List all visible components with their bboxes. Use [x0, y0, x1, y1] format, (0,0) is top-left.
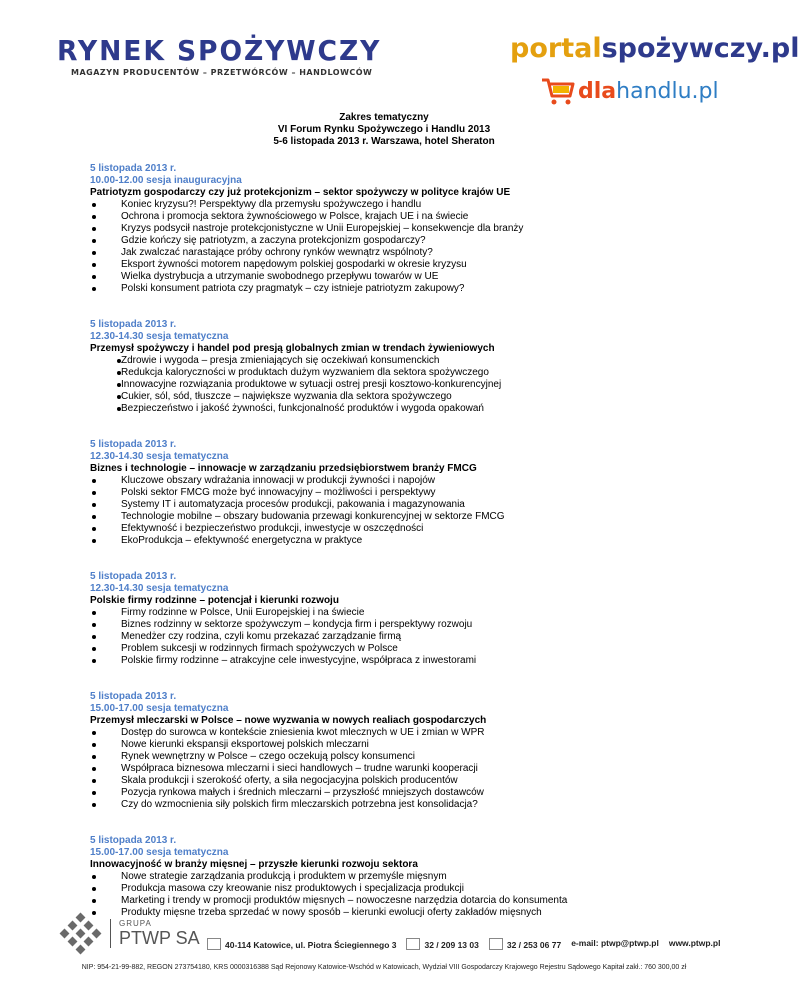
- list-item: [90, 235, 730, 247]
- topic-list: [90, 607, 730, 667]
- bullet-icon: [92, 731, 96, 735]
- list-item: [90, 523, 730, 535]
- section-topic: Przemysł spożywczy i handel pod presją globalnych zmian w trendach żywieniowych: [90, 343, 495, 354]
- bullet-icon: [92, 611, 96, 615]
- list-item: [90, 763, 730, 775]
- bullet-icon: [92, 623, 96, 627]
- section-date: 5 listopada 2013 r.: [90, 319, 177, 330]
- bullet-icon: [92, 479, 96, 483]
- list-item: [90, 727, 730, 739]
- list-item-text: Innowacyjne rozwiązania produktowe w sytuacji ostrej presji kosztowo-konkurencyjnej: [121, 379, 502, 390]
- shopping-cart-icon: [540, 76, 576, 106]
- website[interactable]: www.ptwp.pl: [668, 938, 721, 948]
- topic-list: [90, 475, 730, 547]
- legal-info: NIP: 954-21-99-882, REGON 273754180, KRS 0000316388 Sąd Rejonowy Katowice-Wschód w Katowicach, Wydział VIII Gospodarczy Krajowego Rejestru Sądowego Kapitał zakł.: 760 300,00 zł: [81, 964, 687, 971]
- list-item-text: Marketing i trendy w promocji produktów mięsnych – nowoczesne narzędzia dotarcia do konsumenta: [121, 895, 568, 906]
- list-item-text: Dostęp do surowca w kontekście zniesienia kwot mlecznych w UE i zmian w WPR: [121, 727, 485, 738]
- list-item-text: Nowe strategie zarządzania produkcją i produktem w przemyśle mięsnym: [121, 871, 447, 882]
- list-item-text: Polski sektor FMCG może być innowacyjny – możliwości i perspektywy: [121, 487, 436, 498]
- section-date: 5 listopada 2013 r.: [90, 571, 177, 582]
- bullet-icon: [117, 371, 121, 375]
- section-date: 5 listopada 2013 r.: [90, 163, 177, 174]
- bullet-icon: [117, 407, 121, 411]
- section-date: 5 listopada 2013 r.: [90, 691, 177, 702]
- list-item: [90, 211, 730, 223]
- dlahandlu-logo: dlahandlu.pl: [540, 76, 719, 106]
- list-item: [90, 403, 730, 415]
- topic-list: [90, 727, 730, 811]
- section-session: 12.30-14.30 sesja tematyczna: [90, 583, 229, 594]
- list-item-text: Technologie mobilne – obszary budowania przewagi konkurencyjnej w sektorze FMCG: [121, 511, 505, 522]
- list-item: [90, 247, 730, 259]
- heading-line-2: VI Forum Rynku Spożywczego i Handlu 2013: [277, 124, 491, 135]
- agenda-section: [90, 571, 730, 667]
- list-item-text: Efektywność i bezpieczeństwo produkcji, inwestycje w oszczędności: [121, 523, 424, 534]
- portal-spozywczy-logo: portalspożywczy.pl: [510, 33, 799, 64]
- phone: 32 / 209 13 03: [424, 940, 479, 950]
- bullet-icon: [117, 359, 121, 363]
- section-topic: Biznes i technologie – innowacje w zarządzaniu przedsiębiorstwem branży FMCG: [90, 463, 477, 474]
- section-session: 12.30-14.30 sesja tematyczna: [90, 451, 229, 462]
- rynek-spozywczy-logo: [57, 36, 398, 77]
- list-item-text: Gdzie kończy się patriotyzm, a zaczyna protekcjonizm gospodarczy?: [121, 235, 426, 246]
- list-item: [90, 619, 730, 631]
- section-topic: Polskie firmy rodzinne – potencjał i kierunki rozwoju: [90, 595, 339, 606]
- bullet-icon: [117, 395, 121, 399]
- list-item: [90, 535, 730, 547]
- list-item: [90, 499, 730, 511]
- bullet-icon: [117, 383, 121, 387]
- list-item-text: Firmy rodzinne w Polsce, Unii Europejskiej i na świecie: [121, 607, 365, 618]
- list-item: [90, 775, 730, 787]
- list-item: [90, 655, 730, 667]
- bullet-icon: [92, 287, 96, 291]
- list-item-text: Eksport żywności motorem napędowym polskiej gospodarki w okresie kryzysu: [121, 259, 467, 270]
- bullet-icon: [92, 227, 96, 231]
- ptwp-name: PTWP SA: [119, 927, 200, 948]
- section-date: 5 listopada 2013 r.: [90, 439, 177, 450]
- list-item: [90, 475, 730, 487]
- list-item-text: Bezpieczeństwo i jakość żywności, funkcjonalność produktów i wygoda opakowań: [121, 403, 484, 414]
- fax: 32 / 253 06 77: [506, 940, 562, 950]
- list-item-text: Produkty mięsne trzeba sprzedać w nowy sposób – kierunki ewolucji oferty zakładów mięsnych: [121, 907, 542, 918]
- list-item: [90, 355, 730, 367]
- heading-line-3: 5-6 listopada 2013 r. Warszawa, hotel Sheraton: [273, 136, 495, 147]
- list-item: [90, 883, 730, 895]
- list-item-text: Skala produkcji i szerokość oferty, a siła negocjacyjna polskich producentów: [121, 775, 458, 786]
- list-item-text: Menedżer czy rodzina, czyli komu przekazać zarządzanie firmą: [121, 631, 402, 642]
- section-session: 15.00-17.00 sesja tematyczna: [90, 847, 229, 858]
- list-item-text: Biznes rodzinny w sektorze spożywczym – kondycja firm i perspektywy rozwoju: [121, 619, 473, 630]
- list-item-text: Pozycja rynkowa małych i średnich mleczarni – przyszłość mniejszych dostawców: [121, 787, 484, 798]
- bullet-icon: [92, 659, 96, 663]
- agenda-section: [90, 691, 730, 811]
- bullet-icon: [92, 755, 96, 759]
- bullet-icon: [92, 875, 96, 879]
- email[interactable]: e-mail: ptwp@ptwp.pl: [571, 938, 659, 948]
- ptwp-logo: [60, 912, 200, 954]
- list-item: [90, 367, 730, 379]
- heading-line-1: Zakres tematyczny: [339, 112, 429, 123]
- bullet-icon: [92, 887, 96, 891]
- agenda-section: [90, 319, 730, 415]
- section-date: 5 listopada 2013 r.: [90, 835, 177, 846]
- phone-icon: [406, 938, 420, 950]
- list-item-text: Polskie firmy rodzinne – atrakcyjne cele inwestycyjne, współpraca z inwestorami: [121, 655, 477, 666]
- diamond-pattern-icon: [60, 912, 102, 954]
- list-item: [90, 271, 730, 283]
- list-item-text: Produkcja masowa czy kreowanie nisz produktowych i specjalizacja produkcji: [121, 883, 464, 894]
- list-item: [90, 631, 730, 643]
- list-item-text: Kluczowe obszary wdrażania innowacji w produkcji żywności i napojów: [121, 475, 436, 486]
- rynek-logo-subtitle: MAGAZYN PRODUCENTÓW – PRZETWÓRCÓW – HANDLOWCÓW: [71, 68, 373, 77]
- list-item-text: Rynek wewnętrzny w Polsce – czego oczekują polscy konsumenci: [121, 751, 416, 762]
- bullet-icon: [92, 779, 96, 783]
- list-item: [90, 283, 730, 295]
- bullet-icon: [92, 635, 96, 639]
- agenda-content: [90, 163, 730, 943]
- agenda-section: [90, 835, 730, 919]
- list-item-text: Kryzys podsycił nastroje protekcjonistyczne w Unii Europejskiej – konsekwencje dla branży: [121, 223, 524, 234]
- list-item: [90, 487, 730, 499]
- section-topic: Patriotyzm gospodarczy czy już protekcjonizm – sektor spożywczy w polityce krajów UE: [90, 187, 511, 198]
- bullet-icon: [92, 767, 96, 771]
- list-item: [90, 871, 730, 883]
- section-session: 15.00-17.00 sesja tematyczna: [90, 703, 229, 714]
- section-topic: Przemysł mleczarski w Polsce – nowe wyzwania w nowych realiach gospodarczych: [90, 715, 487, 726]
- bullet-icon: [92, 239, 96, 243]
- agenda-section: [90, 163, 730, 295]
- list-item: [90, 739, 730, 751]
- bullet-icon: [92, 503, 96, 507]
- section-topic: Innowacyjność w branży mięsnej – przyszłe kierunki rozwoju sektora: [90, 859, 418, 870]
- topic-list: [90, 355, 730, 415]
- fax-icon: [489, 938, 503, 950]
- list-item: [90, 643, 730, 655]
- list-item: [90, 391, 730, 403]
- address: 40-114 Katowice, ul. Piotra Ściegiennego 3: [225, 940, 397, 950]
- rynek-logo-title: RYNEK SPOŻYWCZY: [57, 34, 382, 67]
- list-item-text: Polski konsument patriota czy pragmatyk – czy istnieje patriotyzm zakupowy?: [121, 283, 465, 294]
- list-item-text: Zdrowie i wygoda – presja zmieniających się oczekiwań konsumenckich: [121, 355, 440, 366]
- section-session: 10.00-12.00 sesja inauguracyjna: [90, 175, 242, 186]
- list-item-text: Ochrona i promocja sektora żywnościowego w Polsce, krajach UE i na świecie: [121, 211, 469, 222]
- list-item-text: Czy do wzmocnienia siły polskich firm mleczarskich potrzebna jest konsolidacja?: [121, 799, 478, 810]
- contact-line: [207, 938, 720, 950]
- list-item: [90, 259, 730, 271]
- list-item: [90, 787, 730, 799]
- topic-list: [90, 199, 730, 295]
- list-item: [90, 607, 730, 619]
- list-item-text: Koniec kryzysu?! Perspektywy dla przemysłu spożywczego i handlu: [121, 199, 422, 210]
- bullet-icon: [92, 647, 96, 651]
- document-heading: [0, 112, 768, 148]
- bullet-icon: [92, 803, 96, 807]
- list-item-text: Współpraca biznesowa mleczarni i sieci handlowych – trudne warunki kooperacji: [121, 763, 478, 774]
- bullet-icon: [92, 899, 96, 903]
- list-item-text: Jak zwalczać narastające próby ochrony rynków wewnątrz wspólnoty?: [121, 247, 433, 258]
- list-item-text: Redukcja kaloryczności w produktach dużym wyzwaniem dla sektora spożywczego: [121, 367, 489, 378]
- bullet-icon: [92, 275, 96, 279]
- list-item: [90, 511, 730, 523]
- bullet-icon: [92, 515, 96, 519]
- bullet-icon: [92, 251, 96, 255]
- list-item-text: Cukier, sól, sód, tłuszcze – największe wyzwania dla sektora spożywczego: [121, 391, 452, 402]
- list-item: [90, 799, 730, 811]
- bullet-icon: [92, 263, 96, 267]
- grupa-label: GRUPA: [119, 918, 152, 928]
- bullet-icon: [92, 203, 96, 207]
- list-item-text: Nowe kierunki ekspansji eksportowej polskich mleczarni: [121, 739, 369, 750]
- list-item-text: EkoProdukcja – efektywność energetyczna w praktyce: [121, 535, 363, 546]
- list-item: [90, 751, 730, 763]
- bullet-icon: [92, 491, 96, 495]
- list-item: [90, 223, 730, 235]
- bullet-icon: [92, 215, 96, 219]
- list-item: [90, 895, 730, 907]
- list-item-text: Problem sukcesji w rodzinnych firmach spożywczych w Polsce: [121, 643, 398, 654]
- bullet-icon: [92, 527, 96, 531]
- list-item-text: Systemy IT i automatyzacja procesów produkcji, pakowania i magazynowania: [121, 499, 465, 510]
- bullet-icon: [92, 791, 96, 795]
- agenda-section: [90, 439, 730, 547]
- list-item: [90, 199, 730, 211]
- section-session: 12.30-14.30 sesja tematyczna: [90, 331, 229, 342]
- list-item-text: Wielka dystrybucja a utrzymanie swobodnego przepływu towarów w UE: [121, 271, 439, 282]
- bullet-icon: [92, 743, 96, 747]
- envelope-icon: [207, 938, 221, 950]
- list-item: [90, 379, 730, 391]
- bullet-icon: [92, 539, 96, 543]
